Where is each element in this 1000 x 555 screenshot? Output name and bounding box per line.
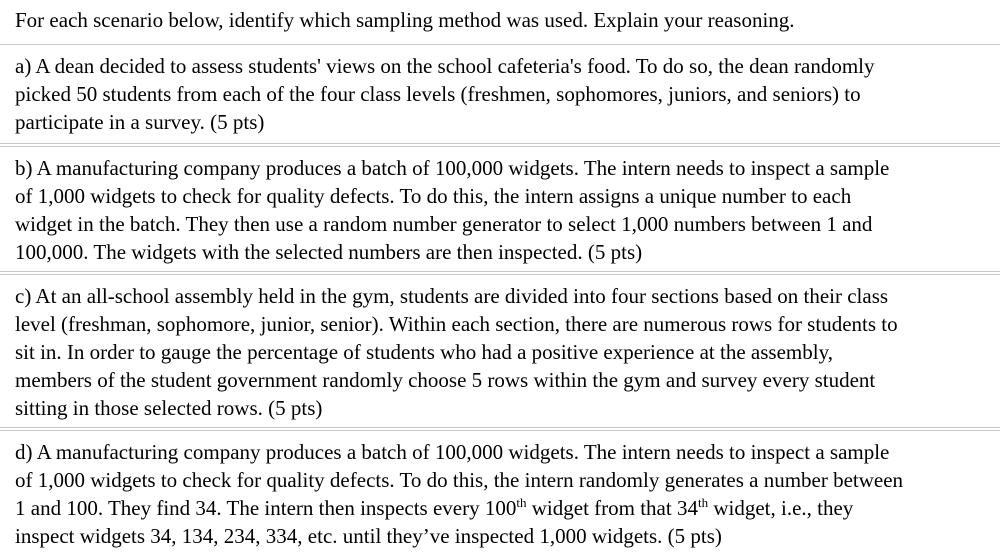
- question-d-text: [15, 438, 990, 550]
- ordinal-suffix: th: [697, 495, 709, 510]
- question-c-line: sit in. In order to gauge the percentage of students who had a positive experience at the assembly,: [15, 340, 833, 364]
- question-c-line: sitting in those selected rows. (5 pts): [15, 396, 323, 420]
- question-d-line-part: 1 and 100. They find 34. The intern then inspects every 100: [15, 496, 517, 520]
- question-d-line: of 1,000 widgets to check for quality defects. To do this, the intern randomly generates a number between: [15, 468, 904, 492]
- question-a-line: a) A dean decided to assess students' views on the school cafeteria's food. To do so, the dean randomly: [15, 54, 875, 78]
- question-d-line: d) A manufacturing company produces a batch of 100,000 widgets. The intern needs to inspect a sample: [15, 440, 890, 464]
- question-d-line: [15, 494, 990, 522]
- question-b-line: 100,000. The widgets with the selected numbers are then inspected. (5 pts): [15, 240, 643, 264]
- question-c-box: [0, 274, 1000, 428]
- question-d-line-part: widget, i.e., they: [708, 496, 854, 520]
- question-a-box: [0, 44, 1000, 144]
- question-b-text: [15, 154, 990, 266]
- ordinal-suffix: th: [516, 495, 527, 510]
- question-b-line: b) A manufacturing company produces a batch of 100,000 widgets. The intern needs to inspect a sample: [15, 156, 890, 180]
- question-c-line: members of the student government randomly choose 5 rows within the gym and survey every student: [15, 368, 876, 392]
- question-c-line: c) At an all-school assembly held in the gym, students are divided into four sections based on their class: [15, 284, 889, 308]
- question-d-line-part: widget from that 34: [526, 496, 698, 520]
- question-a-text: [15, 52, 990, 136]
- question-c-text: [15, 282, 990, 422]
- question-b-line: of 1,000 widgets to check for quality defects. To do this, the intern assigns a unique number to each: [15, 184, 852, 208]
- question-a-line: participate in a survey. (5 pts): [15, 110, 265, 134]
- instructions-text: For each scenario below, identify which sampling method was used. Explain your reasoning.: [15, 8, 795, 32]
- question-d-line: inspect widgets 34, 134, 234, 334, etc. until they’ve inspected 1,000 widgets. (5 pts): [15, 524, 722, 548]
- question-c-line: level (freshman, sophomore, junior, senior). Within each section, there are numerous rows for students to: [15, 312, 898, 336]
- question-d-box: [0, 430, 1000, 555]
- question-a-line: picked 50 students from each of the four class levels (freshmen, sophomores, juniors, and seniors) to: [15, 82, 861, 106]
- question-b-box: [0, 146, 1000, 272]
- question-b-line: widget in the batch. They then use a random number generator to select 1,000 numbers between 1 and: [15, 212, 873, 236]
